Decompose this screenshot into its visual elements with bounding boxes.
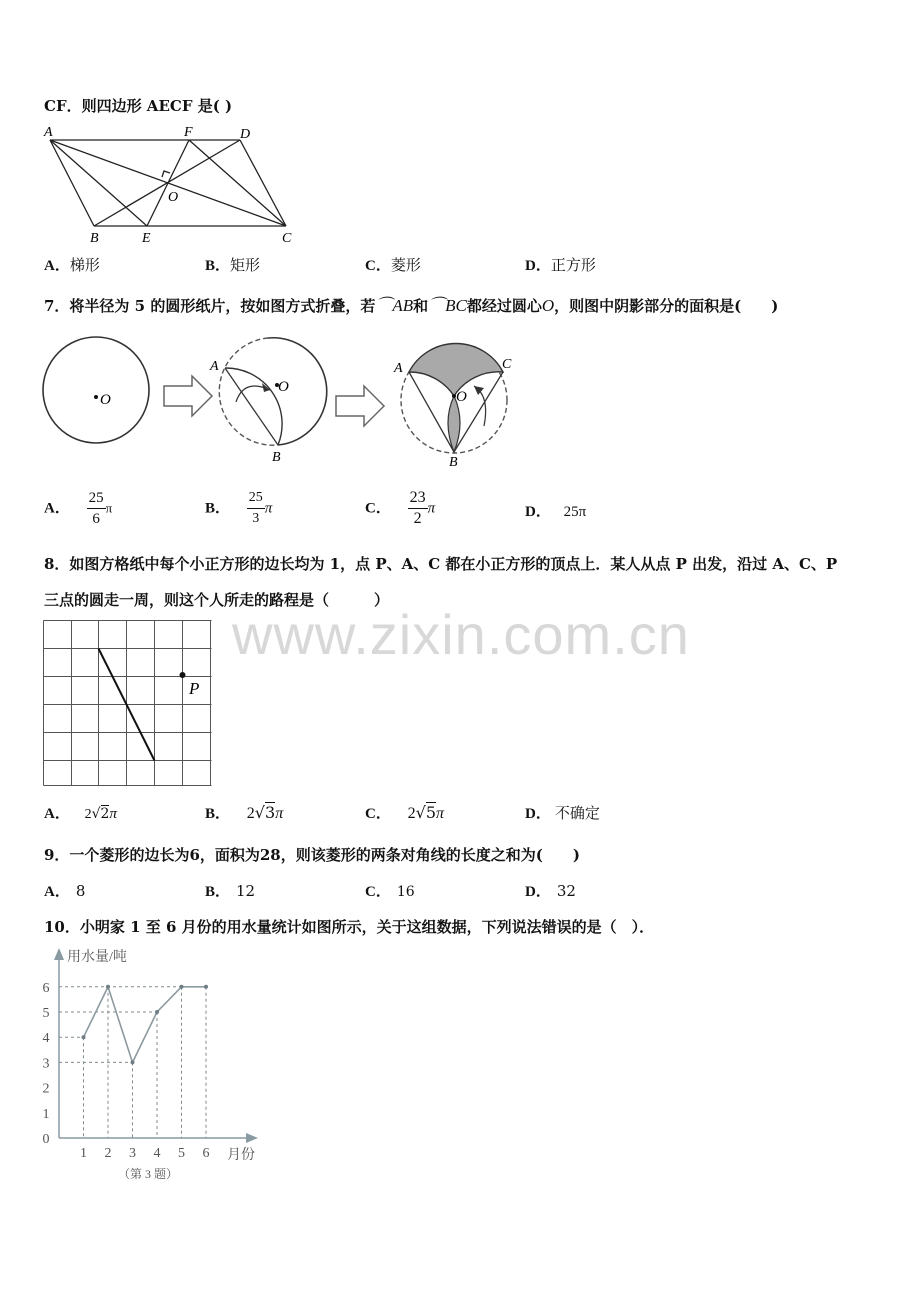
- data-point: [204, 985, 208, 989]
- q8-option-b: B． 2√3π: [205, 803, 284, 822]
- q7-fig3-label-O: O: [456, 389, 467, 405]
- y-tick-label: 1: [42, 1106, 50, 1122]
- q7-fig3-label-A: A: [394, 361, 403, 376]
- series-line: [84, 987, 207, 1063]
- q8-stem-line2: 三点的圆走一周，则这个人所走的路程是（ ）: [44, 591, 390, 609]
- x-tick-label: 5: [178, 1146, 185, 1161]
- x-tick-label: 2: [104, 1146, 112, 1161]
- q9-option-d: D． 32: [525, 882, 576, 900]
- x-tick-label: 6: [202, 1146, 210, 1161]
- q10-stem: 10．小明家 1 至 6 月份的用水量统计如图所示，关于这组数据，下列说法错误的是（ ）．: [44, 918, 655, 936]
- y-tick-label: 6: [42, 980, 50, 996]
- q7-fig2-label-O: O: [278, 379, 289, 395]
- watermark: www.zixin.com.cn: [232, 603, 690, 666]
- q6-label-B: B: [90, 231, 99, 246]
- q8-option-a: A． 2√2π: [44, 806, 117, 822]
- q7-option-b: B． $\frac{25}{3}$ π: [205, 490, 273, 526]
- y-tick-label: 4: [42, 1031, 50, 1047]
- q7-fig3-label-B: B: [449, 455, 458, 470]
- q8-option-d: D． 不确定: [525, 804, 600, 822]
- q7-option-a: A． $\frac{25}{6}$ π: [44, 490, 113, 527]
- q7-folding-figure: [38, 330, 538, 470]
- q9-option-b: B． 12: [205, 882, 256, 900]
- q6-option-b: B．矩形: [205, 256, 261, 274]
- q7-stem: 7．将半径为 5 的圆形纸片，按如图方式折叠，若⌒AB和⌒BC都经过圆心O，则图中阴影部分的面积是( ): [44, 296, 779, 315]
- q10-water-usage-chart: [38, 942, 270, 1190]
- y-tick-label: 3: [42, 1056, 50, 1072]
- q9-option-a: A． 8: [44, 882, 86, 900]
- q7-fig1-label-O: O: [100, 392, 111, 408]
- q8-stem-line1: 8．如图方格纸中每个小正方形的边长均为 1，点 P、A、C 都在小正方形的顶点上．某人从点 P 出发，沿过 A、C、P: [44, 555, 838, 573]
- y-tick-label: 5: [42, 1006, 50, 1021]
- q8-grid-figure: [43, 620, 218, 790]
- q6-option-a: A．梯形: [44, 256, 100, 274]
- q7-fig2-label-B: B: [272, 450, 281, 465]
- q6-option-c: C．菱形: [365, 256, 421, 274]
- q6-label-E: E: [142, 231, 151, 246]
- q6-parallelogram-figure: [38, 120, 308, 248]
- data-point: [155, 1010, 159, 1014]
- q6-label-A: A: [44, 125, 53, 140]
- q6-option-d: D．正方形: [525, 256, 596, 274]
- chart-x-axis-arrow: [246, 1133, 258, 1143]
- q6-label-C: C: [282, 231, 292, 246]
- x-tick-label: 4: [153, 1146, 161, 1161]
- q7-fig3-label-C: C: [502, 357, 512, 372]
- q6-stem: CF．则四边形 AECF 是( ): [44, 97, 233, 115]
- q9-option-c: C． 16: [365, 884, 415, 900]
- q7-fig2-label-A: A: [210, 359, 219, 374]
- y-tick-label: 2: [42, 1081, 50, 1097]
- x-tick-label: 3: [129, 1146, 136, 1161]
- q6-label-O: O: [168, 190, 179, 205]
- chart-y-axis-label: 用水量/吨: [67, 950, 127, 965]
- q7-option-c: C． $\frac{23}{2}$ π: [365, 489, 436, 527]
- y-tick-label: 0: [42, 1132, 50, 1147]
- data-point: [180, 985, 184, 989]
- data-point: [82, 1035, 86, 1039]
- x-tick-label: 1: [80, 1146, 87, 1161]
- chart-caption: （第 3 题）: [118, 1167, 179, 1181]
- q7-option-d: D． 25π: [525, 504, 587, 520]
- q8-option-c: C． 2√5π: [365, 803, 445, 822]
- q9-stem: 9．一个菱形的边长为6，面积为28，则该菱形的两条对角线的长度之和为( ): [44, 846, 580, 864]
- chart-y-axis-arrow: [54, 948, 64, 960]
- q8-label-P: P: [189, 679, 200, 698]
- data-point: [106, 985, 110, 989]
- chart-x-axis-label: 月份: [227, 1148, 255, 1163]
- data-point: [131, 1060, 135, 1064]
- q6-label-D: D: [240, 127, 251, 142]
- q6-label-F: F: [184, 125, 193, 140]
